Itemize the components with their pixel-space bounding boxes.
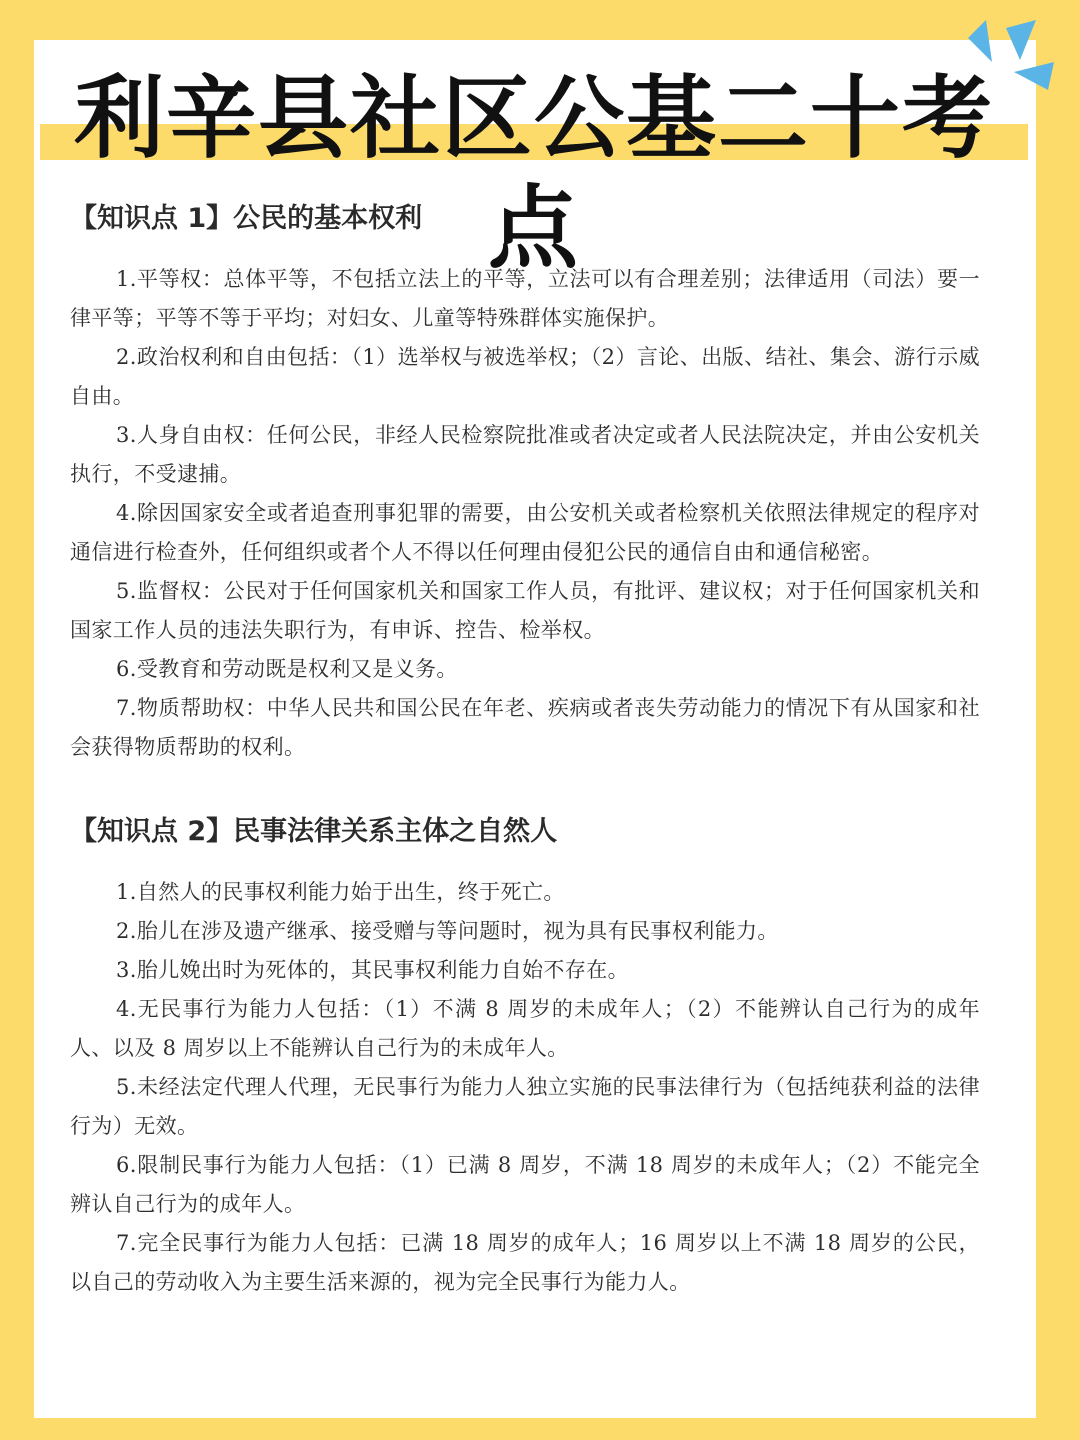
- document-body: [70, 194, 980, 1302]
- knowledge-section-2: [70, 807, 980, 1302]
- item-list: [70, 260, 980, 767]
- list-item: 3.胎儿娩出时为死体的，其民事权利能力自始不存在。: [116, 958, 630, 982]
- list-item: 1.平等权：总体平等，不包括立法上的平等，立法可以有合理差别；法律适用（司法）要一律平等；平等不等于平均；对妇女、儿童等特殊群体实施保护。: [70, 267, 980, 330]
- page-title: 利辛县社区公基二十考点: [74, 66, 994, 281]
- list-item: 5.未经法定代理人代理，无民事行为能力人独立实施的民事法律行为（包括纯获利益的法律行为）无效。: [70, 1075, 980, 1138]
- list-item: 5.监督权：公民对于任何国家机关和国家工作人员，有批评、建议权；对于任何国家机关和国家工作人员的违法失职行为，有申诉、控告、检举权。: [70, 579, 980, 642]
- item-list: [70, 873, 980, 1302]
- list-item: 6.受教育和劳动既是权利又是义务。: [116, 657, 458, 681]
- knowledge-section-1: [70, 194, 980, 767]
- section-heading: 【知识点 2】民事法律关系主体之自然人: [70, 816, 558, 847]
- list-item: 7.完全民事行为能力人包括：已满 18 周岁的成年人；16 周岁以上不满 18 周岁的公民，以自己的劳动收入为主要生活来源的，视为完全民事行为能力人。: [70, 1231, 980, 1294]
- list-item: 2.胎儿在涉及遗产继承、接受赠与等问题时，视为具有民事权利能力。: [116, 919, 779, 943]
- section-heading: 【知识点 1】公民的基本权利: [70, 203, 423, 234]
- list-item: 4.除因国家安全或者追查刑事犯罪的需要，由公安机关或者检察机关依照法律规定的程序对通信进行检查外，任何组织或者个人不得以任何理由侵犯公民的通信自由和通信秘密。: [70, 501, 980, 564]
- list-item: 4.无民事行为能力人包括：（1）不满 8 周岁的未成年人；（2）不能辨认自己行为的成年人、以及 8 周岁以上不能辨认自己行为的未成年人。: [70, 997, 980, 1060]
- sparkle-icon: [962, 16, 1062, 96]
- list-item: 1.自然人的民事权利能力始于出生，终于死亡。: [116, 880, 565, 904]
- list-item: 7.物质帮助权：中华人民共和国公民在年老、疾病或者丧失劳动能力的情况下有从国家和社会获得物质帮助的权利。: [70, 696, 980, 759]
- list-item: 3.人身自由权：任何公民，非经人民检察院批准或者决定或者人民法院决定，并由公安机关执行，不受逮捕。: [70, 423, 980, 486]
- list-item: 2.政治权利和自由包括：（1）选举权与被选举权；（2）言论、出版、结社、集会、游行示威自由。: [70, 345, 980, 408]
- list-item: 6.限制民事行为能力人包括：（1）已满 8 周岁，不满 18 周岁的未成年人；（2）不能完全辨认自己行为的成年人。: [70, 1153, 980, 1216]
